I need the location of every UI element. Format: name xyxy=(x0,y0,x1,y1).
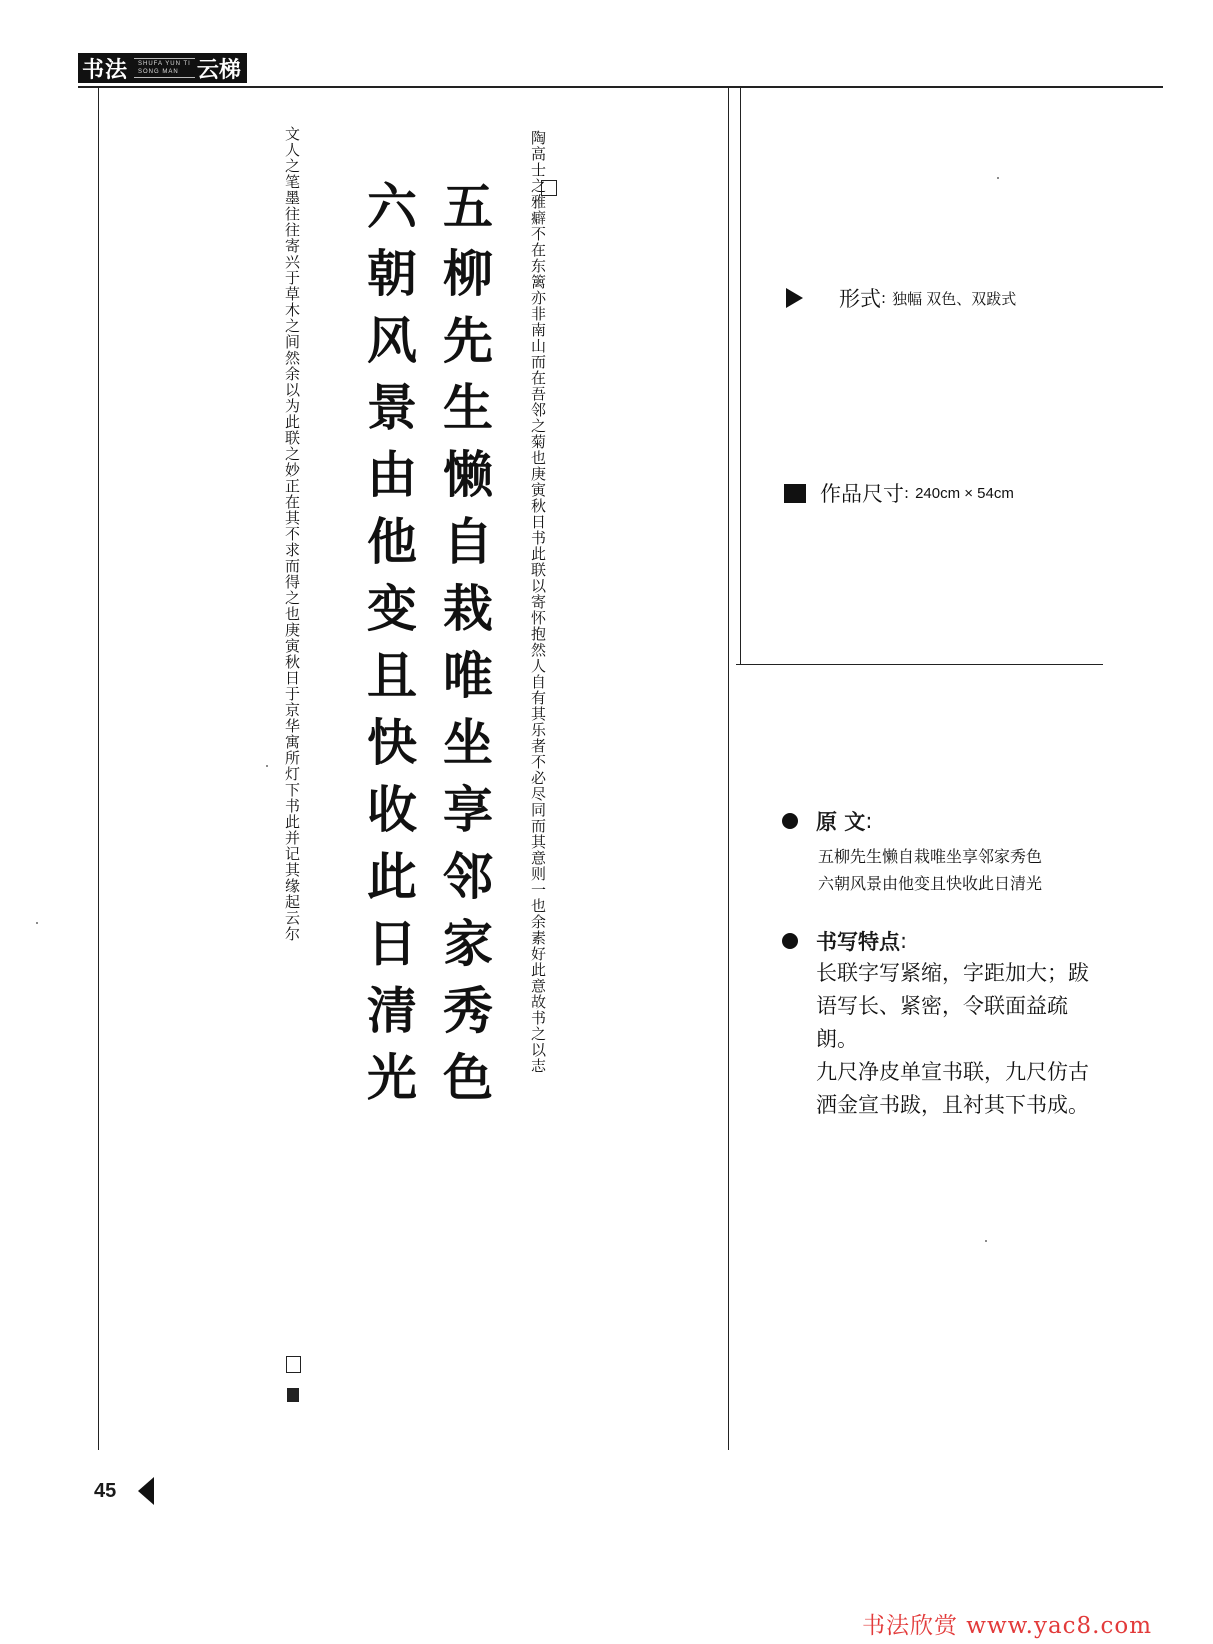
inscription-right: 陶高士之雅癖不在东篱亦非南山而在吾邻之菊也庚寅秋日书此联以寄怀抱然人自有其乐者不必尽同而其意则一也余素好此意故书之以志 xyxy=(529,130,547,1074)
subtitle-bottom: SONG MAN xyxy=(138,69,179,75)
couplet-left: 六朝风景由他变且快收此日清光 xyxy=(359,180,418,1118)
features-paragraph: 九尺净皮单宣书联，九尺仿古洒金宣书跋，且衬其下书成。 xyxy=(816,1060,1089,1117)
circle-bullet-icon xyxy=(782,813,798,829)
size-label: 作品尺寸 xyxy=(820,482,904,506)
original-text-heading: 原 文 : xyxy=(782,806,872,836)
scan-speck xyxy=(266,765,268,767)
original-text-label: 原 文 xyxy=(816,810,866,834)
original-line: 五柳先生懒自栽唯坐享邻家秀色 xyxy=(818,847,1043,866)
site-watermark: 书法欣赏 www.yac8.com xyxy=(862,1613,1153,1639)
seal-stamp xyxy=(287,1388,299,1402)
section-subtitle xyxy=(134,58,195,78)
section-header xyxy=(78,53,247,83)
form-info: 形式 : 独幅 双色、双跋式 xyxy=(786,283,1016,313)
features-heading: 书写特点 : xyxy=(782,926,907,956)
inscription-left: 文人之笔墨往往寄兴于草木之间然余以为此联之妙正在其不求而得之也庚寅秋日于京华寓所灯下书此并记其缘起云尔 xyxy=(283,126,301,942)
scan-speck xyxy=(997,177,999,179)
original-line: 六朝风景由他变且快收此日清光 xyxy=(818,874,1043,893)
left-frame-line xyxy=(98,86,99,1450)
seal-stamp xyxy=(541,180,557,196)
form-value: 独幅 双色、双跋式 xyxy=(892,290,1017,308)
subtitle-top: SHUFA YUN TI xyxy=(138,61,191,67)
couplet-right: 五柳先生懒自栽唯坐享邻家秀色 xyxy=(435,180,494,1118)
features-body xyxy=(816,957,1096,1122)
scan-speck xyxy=(985,1240,987,1242)
panel-separator xyxy=(736,664,1103,665)
size-info: 作品尺寸 : 240cm × 54cm xyxy=(784,478,1014,508)
panel-divider xyxy=(740,88,741,664)
page-number: 45 xyxy=(94,1480,117,1502)
square-bullet-icon xyxy=(784,484,806,503)
circle-bullet-icon xyxy=(782,933,798,949)
size-value: 240cm × 54cm xyxy=(915,484,1014,502)
chapter-name: 云梯 xyxy=(196,57,241,83)
features-paragraph: 长联字写紧缩，字距加大；跋语写长、紧密，令联面益疏朗。 xyxy=(816,961,1089,1051)
form-label: 形式 xyxy=(839,287,881,311)
triangle-bullet-icon xyxy=(786,288,825,308)
original-text-body xyxy=(818,843,1042,897)
features-label: 书写特点 xyxy=(816,930,900,954)
scan-speck xyxy=(36,922,38,924)
page-arrow-icon xyxy=(138,1477,154,1505)
artwork-right-border xyxy=(728,88,729,1450)
section-title: 书法 xyxy=(82,57,129,83)
header-rule xyxy=(78,86,1163,88)
seal-stamp xyxy=(286,1356,301,1373)
